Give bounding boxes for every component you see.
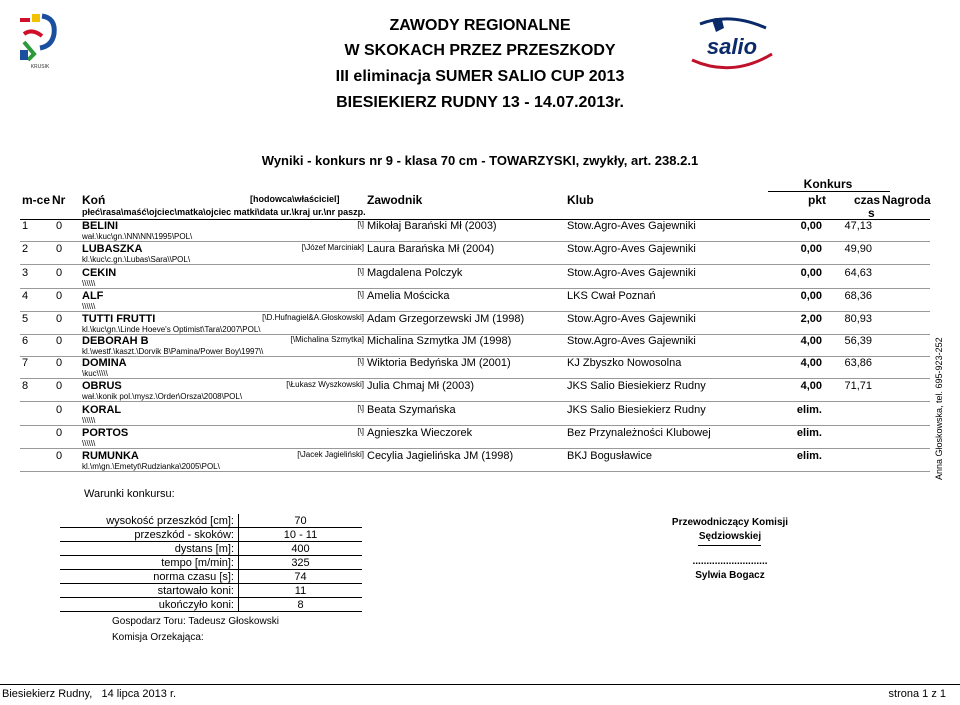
horse-info: \\\\\\ — [82, 302, 96, 311]
place-cell: 3 — [22, 267, 29, 279]
condition-row — [60, 542, 362, 556]
points-cell: 0,00 — [800, 267, 822, 279]
condition-value: 10 - 11 — [239, 528, 363, 542]
club-name: Stow.Agro-Aves Gajewniki — [567, 243, 696, 255]
horse-name: TUTTI FRUTTI — [82, 313, 156, 325]
rider-name: Julia Chmaj Mł (2003) — [367, 380, 474, 392]
horse-name: KORAL — [82, 404, 122, 416]
time-cell: 64,63 — [844, 267, 872, 279]
rider-name: Agnieszka Wieczorek — [367, 427, 473, 439]
event-title-1: ZAWODY REGIONALNE — [389, 17, 571, 34]
nr-cell: 0 — [56, 243, 63, 255]
condition-value: 74 — [239, 570, 363, 584]
owner-cell: [\Łukasz Wyszkowski] — [286, 380, 364, 389]
condition-row — [60, 570, 362, 584]
col-rider: Zawodnik — [367, 193, 423, 207]
club-name: JKS Salio Biesiekierz Rudny — [567, 404, 706, 416]
points-cell: elim. — [796, 450, 822, 462]
horse-info: \\\\\\ — [82, 279, 96, 288]
row-divider — [20, 241, 930, 242]
club-name: Stow.Agro-Aves Gajewniki — [567, 220, 696, 232]
event-title-4: BIESIEKIERZ RUDNY 13 - 14.07.2013r. — [336, 94, 624, 111]
nr-cell: 0 — [56, 267, 63, 279]
time-cell: 80,93 — [844, 313, 872, 325]
owner-cell: [\] — [357, 404, 364, 413]
condition-value: 400 — [239, 542, 363, 556]
owner-cell: [\Józef Marciniak] — [301, 243, 364, 252]
svg-text:KRUSIK: KRUSIK — [30, 64, 50, 70]
nr-cell: 0 — [56, 313, 63, 325]
nr-cell: 0 — [56, 220, 63, 232]
place-cell: 1 — [22, 220, 29, 232]
row-divider — [20, 471, 930, 472]
time-cell: 56,39 — [844, 335, 872, 347]
col-czas: czas — [854, 193, 881, 207]
row-divider — [20, 425, 930, 426]
col-pkt: pkt — [808, 193, 826, 207]
col-club: Klub — [567, 193, 594, 207]
club-name: KJ Zbyszko Nowosolna — [567, 357, 682, 369]
rider-name: Michalina Szmytka JM (1998) — [367, 335, 512, 347]
judging-committee: Komisja Orzekająca: — [112, 632, 204, 643]
row-divider — [20, 378, 930, 379]
nr-cell: 0 — [56, 380, 63, 392]
horse-info: wał.\konik pol.\mysz.\Order\Orsza\2008\POL\ — [82, 392, 243, 401]
track-host: Gospodarz Toru: Tadeusz Głoskowski — [112, 616, 279, 627]
condition-row — [60, 598, 362, 612]
nr-cell: 0 — [56, 335, 63, 347]
points-cell: 0,00 — [800, 220, 822, 232]
condition-label: ukończyło koni: — [60, 598, 239, 612]
col-horse: Koń — [82, 193, 106, 207]
side-contact: Anna Głoskowska, tel. 695-923-252 — [934, 337, 944, 480]
place-cell: 4 — [22, 290, 29, 302]
horse-name: PORTOS — [82, 427, 129, 439]
horse-name: DOMINA — [82, 357, 127, 369]
owner-cell: [\] — [357, 357, 364, 366]
results-title: Wyniki - konkurs nr 9 - klasa 70 cm - TOWARZYSKI, zwykły, art. 238.2.1 — [261, 153, 699, 168]
horse-name: BELINI — [82, 220, 119, 232]
condition-label: tempo [m/min]: — [60, 556, 239, 570]
row-divider — [20, 448, 930, 449]
time-cell: 63,86 — [844, 357, 872, 369]
points-cell: 0,00 — [800, 243, 822, 255]
condition-label: norma czasu [s]: — [60, 570, 239, 584]
condition-label: wysokość przeszkód [cm]: — [60, 514, 239, 528]
place-cell: 5 — [22, 313, 29, 325]
horse-info: kl.\kuc\c.gn.\Lubas\Sara\\POL\ — [82, 255, 191, 264]
horse-name: CEKIN — [82, 267, 117, 279]
condition-label: dystans [m]: — [60, 542, 239, 556]
owner-cell: [\] — [357, 427, 364, 436]
nr-cell: 0 — [56, 450, 63, 462]
condition-value: 70 — [239, 514, 363, 528]
rider-name: Mikołaj Barański Mł (2003) — [367, 220, 497, 232]
horse-info: kl.\westf.\kaszt.\Dorvik B\Pamina/Power Boy\1997\\ — [82, 347, 264, 356]
salio-logo-text: salio — [706, 34, 758, 59]
place-cell: 8 — [22, 380, 29, 392]
points-cell: 4,00 — [800, 335, 822, 347]
condition-row — [60, 556, 362, 570]
horse-name: ALF — [82, 290, 104, 302]
row-divider — [20, 311, 930, 312]
condition-value: 8 — [239, 598, 363, 612]
horse-name: OBRUS — [82, 380, 122, 392]
owner-cell: [\] — [357, 290, 364, 299]
rider-name: Amelia Mościcka — [367, 290, 450, 302]
points-cell: 4,00 — [800, 357, 822, 369]
nr-cell: 0 — [56, 290, 63, 302]
points-cell: 2,00 — [800, 313, 822, 325]
event-title-3: III eliminacja SUMER SALIO CUP 2013 — [335, 68, 625, 85]
horse-info: \\\\\\ — [82, 439, 96, 448]
place-cell: 2 — [22, 243, 29, 255]
owner-cell: [\Michalina Szmytka] — [290, 335, 364, 344]
col-konkurs: Konkurs — [803, 177, 853, 191]
row-divider — [20, 264, 930, 265]
conditions-table — [60, 514, 362, 612]
nr-cell: 0 — [56, 427, 63, 439]
event-title-2: W SKOKACH PRZEZ PRZESZKODY — [344, 42, 616, 59]
owner-cell: [\] — [357, 220, 364, 229]
condition-row — [60, 584, 362, 598]
rider-name: Laura Barańska Mł (2004) — [367, 243, 495, 255]
time-cell: 71,71 — [844, 380, 872, 392]
rider-name: Beata Szymańska — [367, 404, 456, 416]
footer-date: Biesiekierz Rudny, 14 lipca 2013 r. — [2, 688, 177, 700]
place-cell: 7 — [22, 357, 29, 369]
time-cell: 47,13 — [844, 220, 872, 232]
horse-name: RUMUNKA — [82, 450, 139, 462]
horse-info: \\\\\\ — [82, 416, 96, 425]
footer-page: strona 1 z 1 — [888, 688, 946, 700]
nr-cell: 0 — [56, 357, 63, 369]
jury-title-1: Przewodniczący Komisji — [671, 517, 789, 528]
horse-info: \kuc\\\\\ — [82, 369, 108, 378]
jury-dots: ........................... — [692, 556, 768, 567]
horse-info: kl.\kuc\gn.\Linde Hoeve's Optimist\Tara\2007\POL\ — [82, 325, 261, 334]
owner-cell: [\Jacek Jagieliński] — [297, 450, 364, 459]
condition-label: przeszkód - skoków: — [60, 528, 239, 542]
club-name: LKS Cwał Poznań — [567, 290, 656, 302]
col-place: m-ce — [22, 193, 51, 207]
condition-row — [60, 528, 362, 542]
club-name: JKS Salio Biesiekierz Rudny — [567, 380, 706, 392]
rider-name: Magdalena Polczyk — [367, 267, 463, 279]
horse-name: LUBASZKA — [82, 243, 143, 255]
horse-info: kl.\m\gn.\Emetyt\Rudzianka\2005\POL\ — [82, 462, 220, 471]
jury-title-2: Sędziowskiej — [698, 531, 762, 542]
time-cell: 49,90 — [844, 243, 872, 255]
rider-name: Wiktoria Bedyńska JM (2001) — [367, 357, 511, 369]
time-cell: 68,36 — [844, 290, 872, 302]
row-divider — [20, 401, 930, 402]
jury-chair-name: Sylwia Bogacz — [695, 570, 765, 581]
points-cell: 0,00 — [800, 290, 822, 302]
condition-value: 11 — [239, 584, 363, 598]
col-horse-sub: płeć\rasa\maść\ojciec\matka\ojciec matki\data ur.\kraj ur.\nr paszp. — [82, 207, 366, 217]
owner-cell: [\D.Hufnagiel&A.Głoskowski] — [262, 313, 364, 322]
condition-label: startowało koni: — [60, 584, 239, 598]
col-czas-sub: s — [868, 206, 875, 220]
rider-name: Cecylia Jagielińska JM (1998) — [367, 450, 514, 462]
row-divider — [20, 288, 930, 289]
condition-row — [60, 514, 362, 528]
col-nr: Nr — [52, 193, 66, 207]
owner-cell: [\] — [357, 267, 364, 276]
points-cell: elim. — [796, 427, 822, 439]
horse-name: DEBORAH B — [82, 335, 149, 347]
condition-value: 325 — [239, 556, 363, 570]
club-name: Stow.Agro-Aves Gajewniki — [567, 267, 696, 279]
col-owner: [hodowca\właściciel] — [250, 194, 340, 204]
club-name: Stow.Agro-Aves Gajewniki — [567, 313, 696, 325]
club-name: BKJ Bogusławice — [567, 450, 652, 462]
points-cell: 4,00 — [800, 380, 822, 392]
horse-info: wał.\kuc\gn.\NN\NN\1995\POL\ — [82, 232, 193, 241]
rider-name: Adam Grzegorzewski JM (1998) — [367, 313, 525, 325]
club-name: Bez Przynależności Klubowej — [567, 427, 711, 439]
club-name: Stow.Agro-Aves Gajewniki — [567, 335, 696, 347]
col-nagroda: Nagroda — [882, 193, 931, 207]
nr-cell: 0 — [56, 404, 63, 416]
place-cell: 6 — [22, 335, 29, 347]
conditions-title: Warunki konkursu: — [84, 488, 175, 500]
points-cell: elim. — [796, 404, 822, 416]
